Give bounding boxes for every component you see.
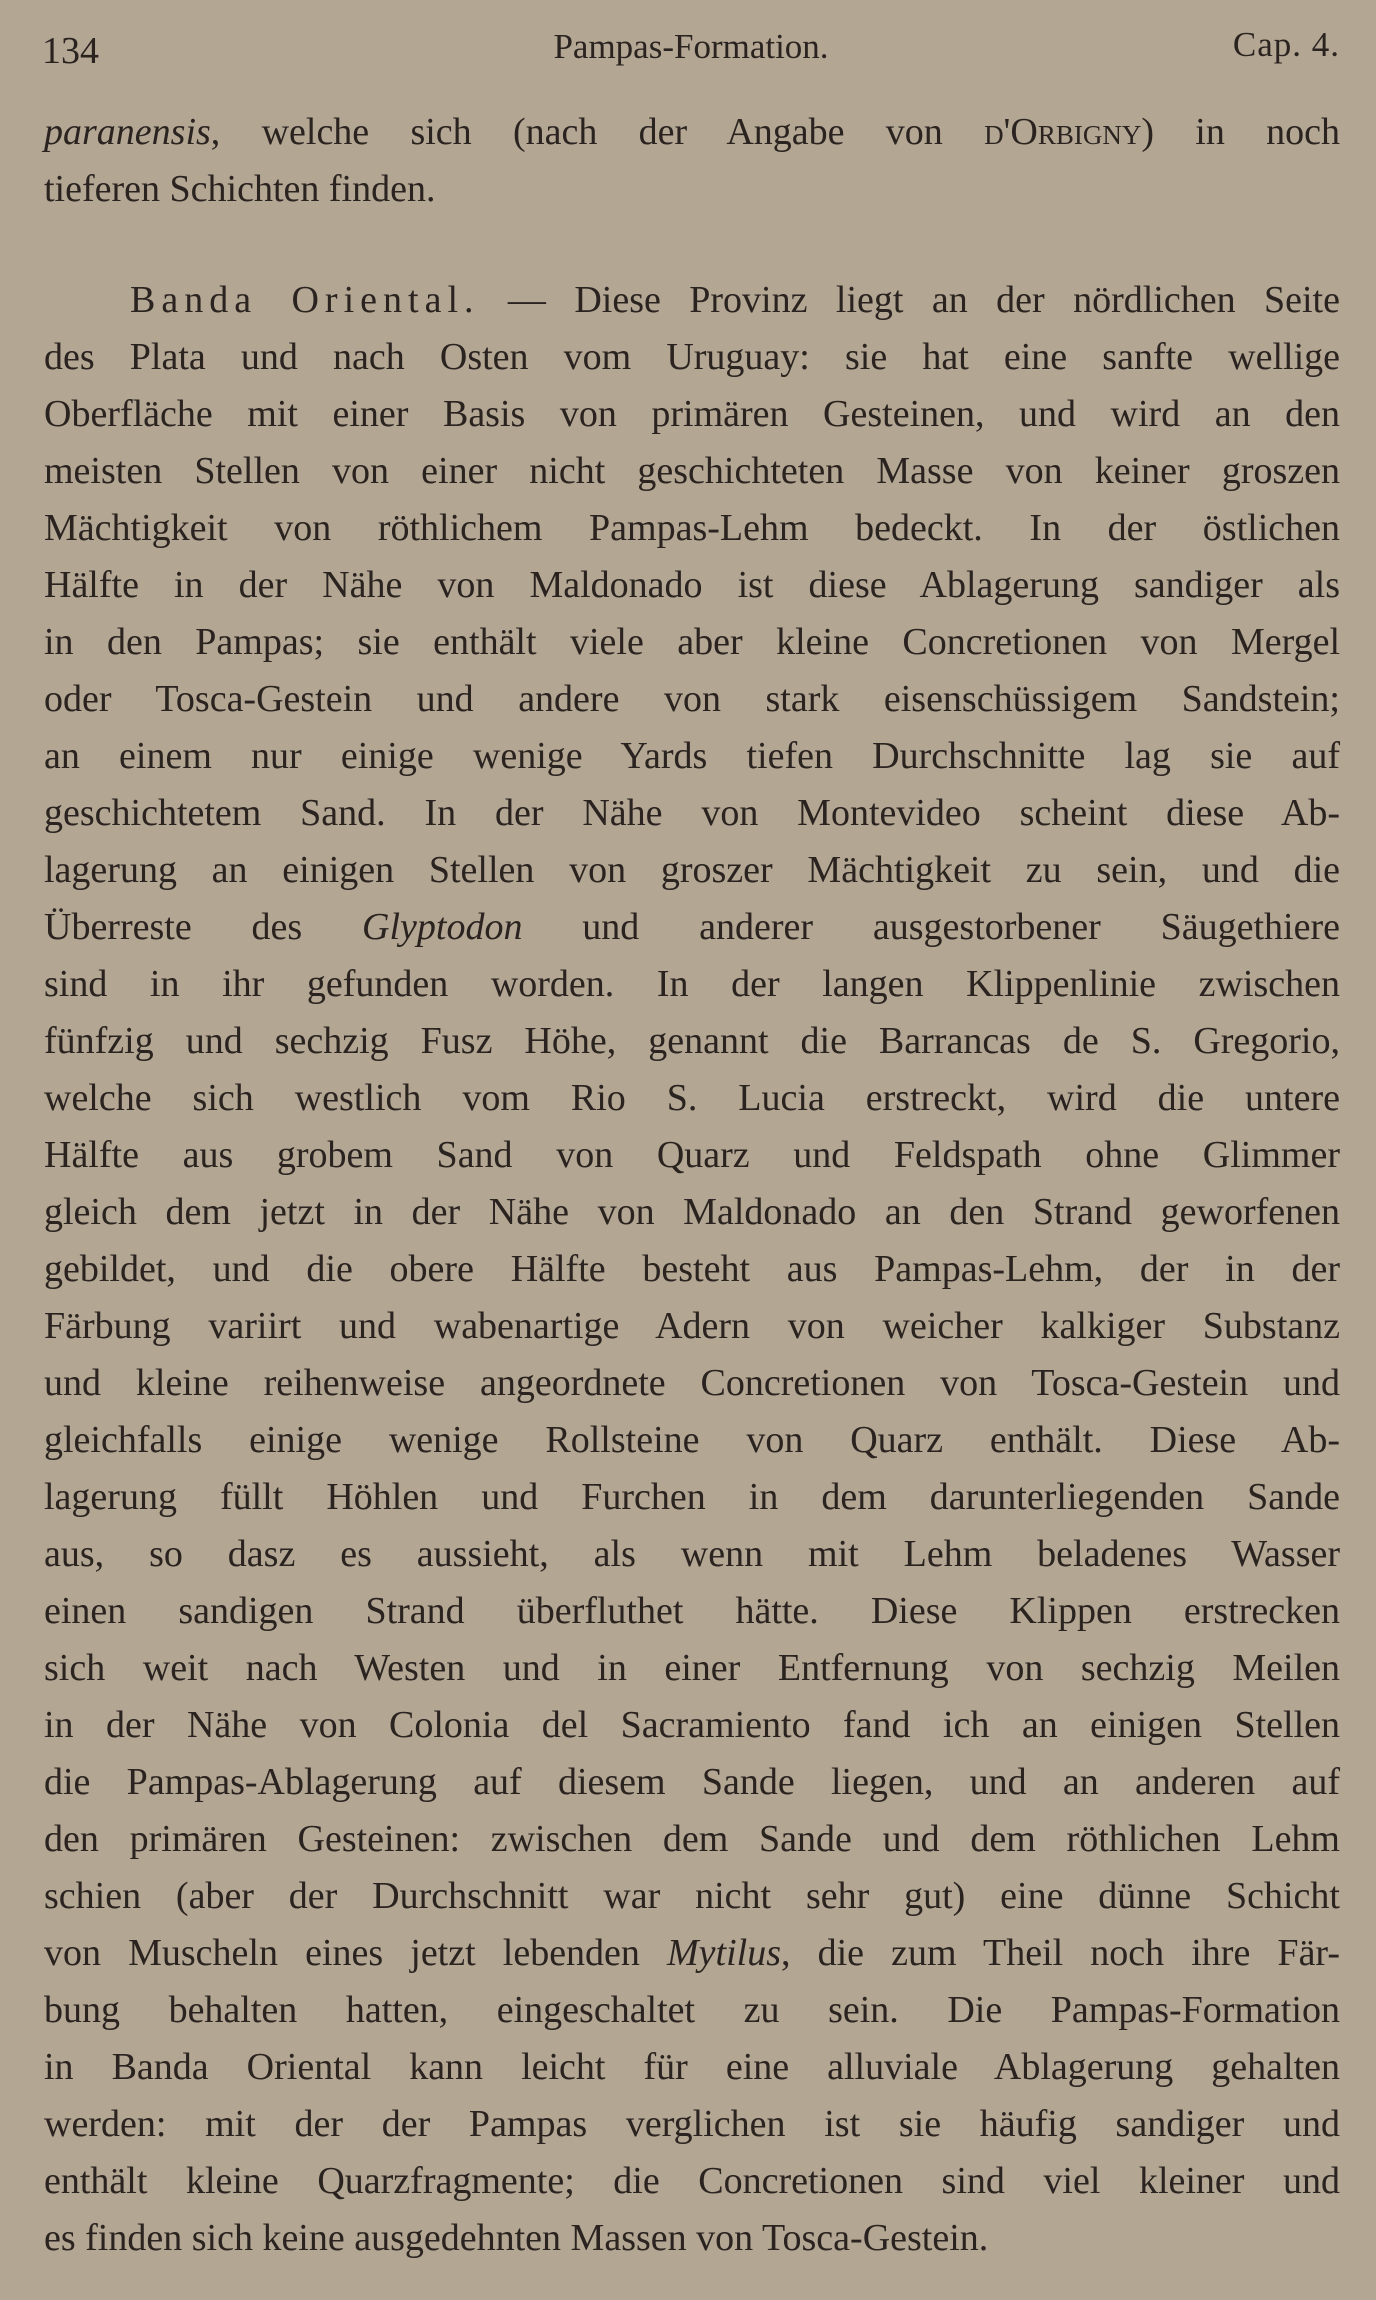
text-line: aus, so dasz es aussieht, als wenn mit Lehm beladenes Wasser: [44, 1533, 1340, 1575]
text-line: welche sich westlich vom Rio S. Lucia erstreckt, wird die untere: [44, 1077, 1340, 1119]
text-line: enthält kleine Quarzfragmente; die Concretionen sind viel kleiner und: [44, 2160, 1340, 2202]
text-line: Oberfläche mit einer Basis von primären Gesteinen, und wird an den: [44, 393, 1340, 435]
text-line: an einem nur einige wenige Yards tiefen Durchschnitte lag sie auf: [44, 735, 1340, 777]
text-line: schien (aber der Durchschnitt war nicht sehr gut) eine dünne Schicht: [44, 1875, 1340, 1917]
paragraph-gap: [44, 218, 1340, 272]
text-line: [44, 1925, 1340, 1982]
text-line: Hälfte aus grobem Sand von Quarz und Feldspath ohne Glimmer: [44, 1134, 1340, 1176]
text-line: gleichfalls einige wenige Rollsteine von Quarz enthält. Diese Ab-: [44, 1419, 1340, 1461]
text-line: und kleine reihenweise angeordnete Concretionen von Tosca-Gestein und: [44, 1362, 1340, 1404]
section-heading: Banda Oriental.: [130, 279, 480, 321]
text-segment: Überreste des: [44, 906, 363, 948]
body-text: [44, 104, 1340, 2267]
text-line: gleich dem jetzt in der Nähe von Maldonado an den Strand geworfenen: [44, 1191, 1340, 1233]
text-segment: ) in noch: [1141, 111, 1340, 153]
species-name: paranensis: [44, 111, 211, 153]
text-line: in den Pampas; sie enthält viele aber kleine Concretionen von Mergel: [44, 621, 1340, 663]
text-segment: , welche sich (nach der Angabe von: [210, 111, 985, 153]
text-line: Mächtigkeit von röthlichem Pampas-Lehm bedeckt. In der östlichen: [44, 507, 1340, 549]
text-line: bung behalten hatten, eingeschaltet zu sein. Die Pampas-Formation: [44, 1989, 1340, 2031]
text-segment: , die zum Theil noch ihre Fär-: [781, 1932, 1340, 1974]
page-number: 134: [42, 30, 99, 72]
text-line: [44, 899, 1340, 956]
text-line: sind in ihr gefunden worden. In der langen Klippenlinie zwischen: [44, 963, 1340, 1005]
text-line: Hälfte in der Nähe von Maldonado ist diese Ablagerung sandiger als: [44, 564, 1340, 606]
text-segment: — Diese Provinz liegt an der nördlichen Seite: [479, 279, 1340, 321]
genus-name: Mytilus: [667, 1932, 782, 1974]
text-line: in Banda Oriental kann leicht für eine alluviale Ablagerung gehalten: [44, 2046, 1340, 2088]
text-line: den primären Gesteinen: zwischen dem Sande und dem röthlichen Lehm: [44, 1818, 1340, 1860]
text-line: werden: mit der der Pampas verglichen ist sie häufig sandiger und: [44, 2103, 1340, 2145]
text-block-a: [44, 329, 1340, 899]
text-line: fünfzig und sechzig Fusz Höhe, genannt die Barrancas de S. Gregorio,: [44, 1020, 1340, 1062]
text-segment: von Muscheln eines jetzt lebenden: [44, 1932, 668, 1974]
text-line: geschichtetem Sand. In der Nähe von Montevideo scheint diese Ab-: [44, 792, 1340, 834]
chapter-label: Cap. 4.: [1232, 25, 1340, 64]
text-line: des Plata und nach Osten vom Uruguay: sie hat eine sanfte wellige: [44, 336, 1340, 378]
text-line: die Pampas-Ablagerung auf diesem Sande liegen, und an anderen auf: [44, 1761, 1340, 1803]
text-block-b: [44, 956, 1340, 1925]
text-line: in der Nähe von Colonia del Sacramiento fand ich an einigen Stellen: [44, 1704, 1340, 1746]
text-line: lagerung füllt Höhlen und Furchen in dem darunterliegenden Sande: [44, 1476, 1340, 1518]
genus-name: Glyptodon: [362, 906, 523, 948]
text-line: einen sandigen Strand überfluthet hätte. Diese Klippen erstrecken: [44, 1590, 1340, 1632]
page-header: [42, 22, 1340, 72]
text-line: es finden sich keine ausgedehnten Massen von Tosca-Gestein.: [44, 2217, 989, 2259]
text-line: gebildet, und die obere Hälfte besteht aus Pampas-Lehm, der in der: [44, 1248, 1340, 1290]
text-segment: und anderer ausgestorbener Säugethiere: [522, 906, 1340, 948]
text-block-c: [44, 1982, 1340, 2210]
text-line: [44, 272, 1340, 329]
text-line: lagerung an einigen Stellen von groszer Mächtigkeit zu sein, und die: [44, 849, 1340, 891]
text-line: tieferen Schichten finden.: [44, 168, 436, 210]
text-line: oder Tosca-Gestein und andere von stark eisenschüssigem Sandstein;: [44, 678, 1340, 720]
text-line: meisten Stellen von einer nicht geschichteten Masse von keiner groszen: [44, 450, 1340, 492]
author-name: d'Orbigny: [984, 111, 1142, 153]
text-line: sich weit nach Westen und in einer Entfernung von sechzig Meilen: [44, 1647, 1340, 1689]
text-line: Färbung variirt und wabenartige Adern von weicher kalkiger Substanz: [44, 1305, 1340, 1347]
running-title: Pampas-Formation.: [553, 27, 829, 66]
text-line: [44, 104, 1340, 161]
